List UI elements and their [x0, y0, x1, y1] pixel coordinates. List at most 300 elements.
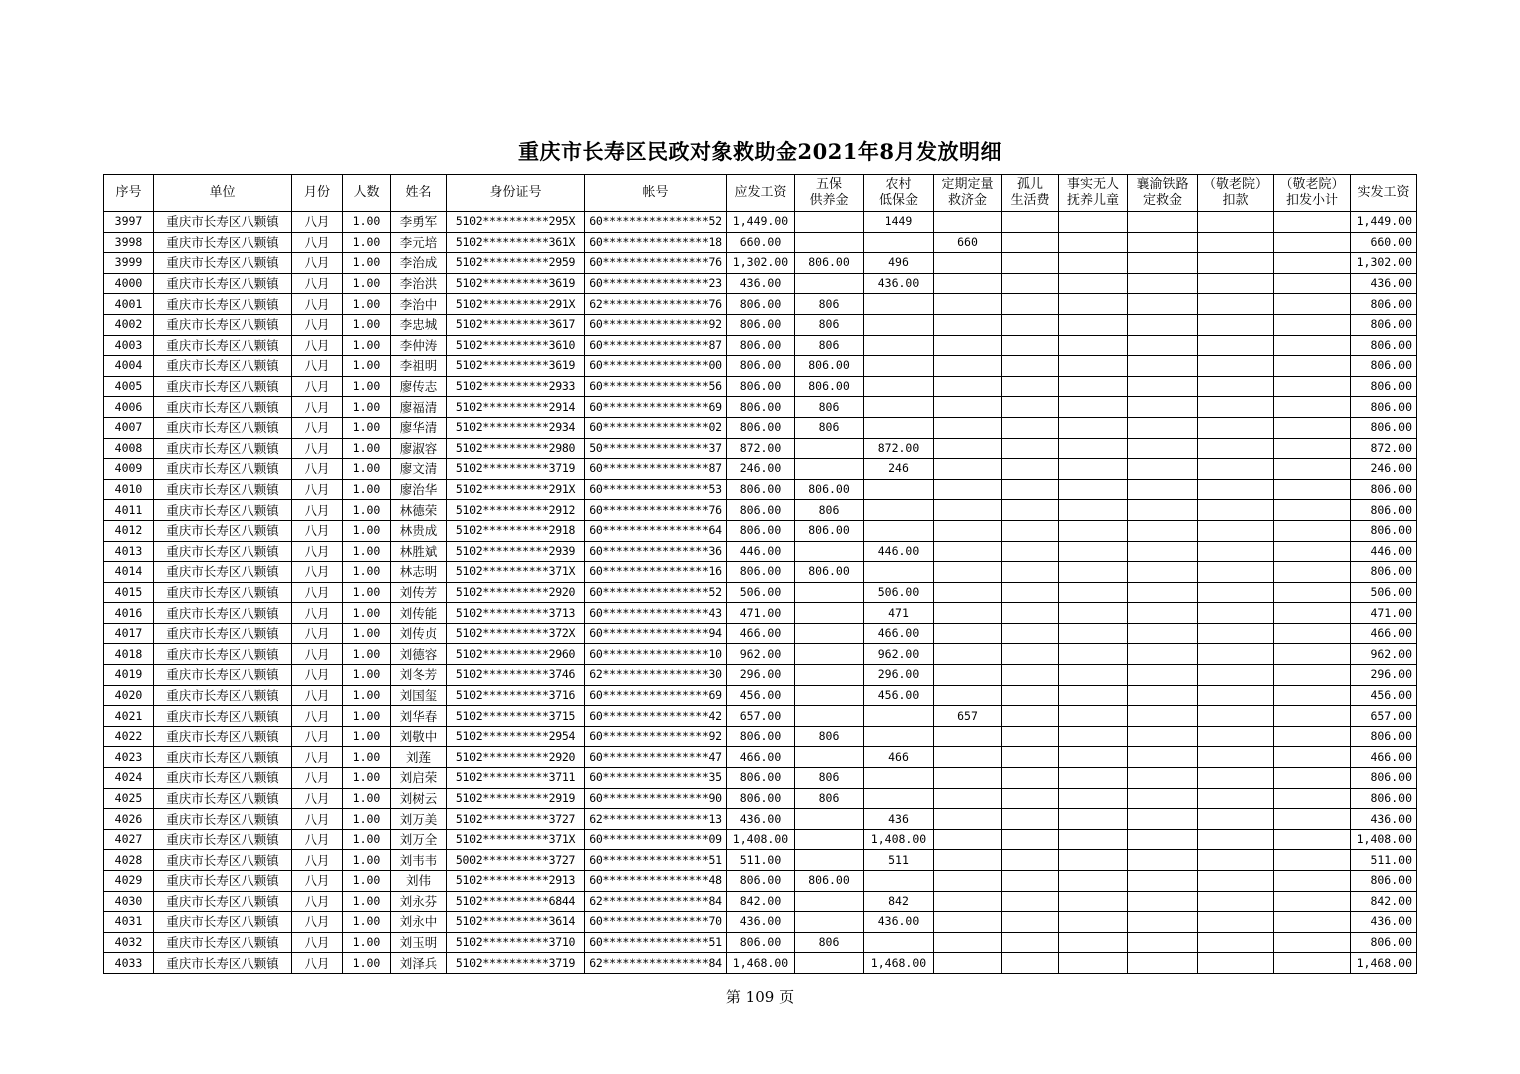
cell-orphan: [1002, 871, 1059, 892]
cell-persons: 1.00: [343, 397, 391, 418]
cell-dingqi: [934, 685, 1002, 706]
table-row: [104, 788, 1417, 809]
cell-name: 林胜斌: [391, 541, 447, 562]
cell-persons: 1.00: [343, 232, 391, 253]
cell-id-number: 5102**********371X: [447, 562, 585, 583]
cell-nursing-home-subtotal: [1274, 850, 1351, 871]
cell-unit: 重庆市长寿区八颗镇: [154, 829, 292, 850]
cell-account: 60****************76: [585, 500, 727, 521]
cell-account: 60****************10: [585, 644, 727, 665]
cell-orphan: [1002, 562, 1059, 583]
header-wubao: [795, 175, 864, 212]
cell-dibao: 872.00: [864, 438, 934, 459]
cell-dibao: [864, 871, 934, 892]
cell-id-number: 5102**********3619: [447, 356, 585, 377]
cell-unit: 重庆市长寿区八颗镇: [154, 788, 292, 809]
cell-nursing-home-subtotal: [1274, 232, 1351, 253]
cell-nursing-home-subtotal: [1274, 809, 1351, 830]
cell-unit: 重庆市长寿区八颗镇: [154, 768, 292, 789]
cell-unsupported-children: [1059, 953, 1128, 974]
table-row: [104, 417, 1417, 438]
table-row: [104, 253, 1417, 274]
cell-dibao: 466.00: [864, 623, 934, 644]
table-row: [104, 665, 1417, 686]
cell-railway-relief: [1128, 685, 1198, 706]
cell-nursing-home-subtotal: [1274, 438, 1351, 459]
cell-wubao: [795, 747, 864, 768]
header-nursing-home-deduction-line1: （敬老院）: [1202, 177, 1268, 192]
cell-seq: 4016: [104, 603, 154, 624]
cell-persons: 1.00: [343, 603, 391, 624]
cell-railway-relief: [1128, 788, 1198, 809]
cell-seq: 4008: [104, 438, 154, 459]
cell-payable: 806.00: [727, 376, 795, 397]
cell-dibao: [864, 768, 934, 789]
cell-wubao: [795, 891, 864, 912]
cell-nursing-home-subtotal: [1274, 356, 1351, 377]
cell-payable: 872.00: [727, 438, 795, 459]
cell-persons: 1.00: [343, 768, 391, 789]
cell-dibao: 436.00: [864, 912, 934, 933]
cell-unsupported-children: [1059, 603, 1128, 624]
table-row: [104, 541, 1417, 562]
cell-name: 刘国玺: [391, 685, 447, 706]
cell-actual: 436.00: [1351, 809, 1417, 830]
cell-railway-relief: [1128, 314, 1198, 335]
cell-seq: 4026: [104, 809, 154, 830]
cell-account: 60****************23: [585, 273, 727, 294]
cell-id-number: 5102**********3619: [447, 273, 585, 294]
cell-nursing-home-deduction: [1198, 685, 1274, 706]
cell-railway-relief: [1128, 397, 1198, 418]
cell-dibao: [864, 500, 934, 521]
cell-nursing-home-deduction: [1198, 747, 1274, 768]
cell-nursing-home-deduction: [1198, 912, 1274, 933]
cell-dibao: [864, 232, 934, 253]
cell-wubao: [795, 850, 864, 871]
header-nursing-home-subtotal-line2: 扣发小计: [1285, 193, 1338, 208]
cell-railway-relief: [1128, 891, 1198, 912]
cell-orphan: [1002, 376, 1059, 397]
cell-payable: 246.00: [727, 459, 795, 480]
cell-payable: 1,468.00: [727, 953, 795, 974]
cell-nursing-home-deduction: [1198, 397, 1274, 418]
cell-wubao: 806.00: [795, 356, 864, 377]
cell-actual: 506.00: [1351, 582, 1417, 603]
cell-unit: 重庆市长寿区八颗镇: [154, 685, 292, 706]
cell-wubao: 806.00: [795, 520, 864, 541]
cell-seq: 4012: [104, 520, 154, 541]
cell-dibao: 466: [864, 747, 934, 768]
cell-persons: 1.00: [343, 850, 391, 871]
cell-name: 李治中: [391, 294, 447, 315]
cell-dingqi: [934, 314, 1002, 335]
cell-name: 李治洪: [391, 273, 447, 294]
cell-railway-relief: [1128, 871, 1198, 892]
cell-nursing-home-subtotal: [1274, 376, 1351, 397]
cell-railway-relief: [1128, 212, 1198, 233]
cell-nursing-home-deduction: [1198, 438, 1274, 459]
cell-id-number: 5102**********3617: [447, 314, 585, 335]
cell-nursing-home-deduction: [1198, 932, 1274, 953]
cell-dingqi: [934, 788, 1002, 809]
cell-seq: 4022: [104, 726, 154, 747]
cell-dingqi: [934, 253, 1002, 274]
header-unit: 单位: [154, 175, 292, 212]
cell-nursing-home-deduction: [1198, 788, 1274, 809]
cell-month: 八月: [292, 253, 343, 274]
cell-id-number: 5102**********6844: [447, 891, 585, 912]
cell-payable: 806.00: [727, 871, 795, 892]
cell-nursing-home-subtotal: [1274, 562, 1351, 583]
cell-wubao: [795, 438, 864, 459]
cell-nursing-home-deduction: [1198, 665, 1274, 686]
cell-wubao: 806: [795, 335, 864, 356]
page-number: 第 109 页: [725, 988, 795, 1006]
cell-month: 八月: [292, 603, 343, 624]
cell-persons: 1.00: [343, 788, 391, 809]
header-seq: 序号: [104, 175, 154, 212]
cell-actual: 806.00: [1351, 335, 1417, 356]
cell-nursing-home-deduction: [1198, 273, 1274, 294]
cell-unsupported-children: [1059, 932, 1128, 953]
cell-persons: 1.00: [343, 294, 391, 315]
cell-account: 60****************94: [585, 623, 727, 644]
header-railway-relief: [1128, 175, 1198, 212]
cell-actual: 806.00: [1351, 356, 1417, 377]
cell-account: 60****************48: [585, 871, 727, 892]
cell-railway-relief: [1128, 335, 1198, 356]
cell-unsupported-children: [1059, 397, 1128, 418]
cell-seq: 4020: [104, 685, 154, 706]
cell-dingqi: [934, 891, 1002, 912]
cell-month: 八月: [292, 212, 343, 233]
cell-orphan: [1002, 541, 1059, 562]
cell-id-number: 5102**********3719: [447, 459, 585, 480]
cell-account: 60****************53: [585, 479, 727, 500]
table-row: [104, 768, 1417, 789]
cell-month: 八月: [292, 726, 343, 747]
cell-unsupported-children: [1059, 314, 1128, 335]
cell-payable: 1,408.00: [727, 829, 795, 850]
cell-seq: 4002: [104, 314, 154, 335]
cell-account: 60****************36: [585, 541, 727, 562]
cell-persons: 1.00: [343, 912, 391, 933]
cell-unsupported-children: [1059, 212, 1128, 233]
cell-orphan: [1002, 912, 1059, 933]
cell-name: 刘树云: [391, 788, 447, 809]
cell-account: 60****************64: [585, 520, 727, 541]
cell-payable: 806.00: [727, 294, 795, 315]
cell-orphan: [1002, 685, 1059, 706]
cell-persons: 1.00: [343, 335, 391, 356]
cell-wubao: [795, 809, 864, 830]
cell-unit: 重庆市长寿区八颗镇: [154, 809, 292, 830]
table-row: [104, 294, 1417, 315]
cell-nursing-home-subtotal: [1274, 747, 1351, 768]
cell-seq: 4010: [104, 479, 154, 500]
cell-name: 刘泽兵: [391, 953, 447, 974]
cell-id-number: 5102**********2920: [447, 747, 585, 768]
cell-orphan: [1002, 829, 1059, 850]
cell-railway-relief: [1128, 953, 1198, 974]
cell-actual: 806.00: [1351, 768, 1417, 789]
cell-seq: 3998: [104, 232, 154, 253]
cell-dingqi: [934, 520, 1002, 541]
cell-railway-relief: [1128, 520, 1198, 541]
cell-persons: 1.00: [343, 665, 391, 686]
cell-persons: 1.00: [343, 500, 391, 521]
table-row: [104, 809, 1417, 830]
cell-wubao: 806: [795, 294, 864, 315]
cell-railway-relief: [1128, 562, 1198, 583]
cell-seq: 4032: [104, 932, 154, 953]
table-row: [104, 829, 1417, 850]
header-nursing-home-deduction: [1198, 175, 1274, 212]
cell-persons: 1.00: [343, 623, 391, 644]
header-unsupported-children-line2: 抚养儿童: [1066, 193, 1119, 208]
cell-payable: 436.00: [727, 809, 795, 830]
cell-dingqi: [934, 582, 1002, 603]
cell-nursing-home-subtotal: [1274, 335, 1351, 356]
header-persons: 人数: [343, 175, 391, 212]
cell-month: 八月: [292, 314, 343, 335]
cell-id-number: 5102**********3610: [447, 335, 585, 356]
cell-id-number: 5102**********372X: [447, 623, 585, 644]
cell-seq: 4000: [104, 273, 154, 294]
cell-payable: 806.00: [727, 500, 795, 521]
cell-dingqi: [934, 335, 1002, 356]
table-body: [104, 212, 1417, 974]
cell-account: 60****************56: [585, 376, 727, 397]
cell-seq: 4018: [104, 644, 154, 665]
cell-actual: 466.00: [1351, 747, 1417, 768]
cell-wubao: [795, 212, 864, 233]
cell-unsupported-children: [1059, 273, 1128, 294]
table-row: [104, 685, 1417, 706]
cell-dingqi: [934, 479, 1002, 500]
cell-dingqi: [934, 850, 1002, 871]
cell-wubao: 806.00: [795, 871, 864, 892]
cell-month: 八月: [292, 479, 343, 500]
header-dibao: [864, 175, 934, 212]
table-row: [104, 273, 1417, 294]
cell-wubao: [795, 541, 864, 562]
cell-payable: 1,449.00: [727, 212, 795, 233]
cell-orphan: [1002, 603, 1059, 624]
cell-wubao: 806.00: [795, 562, 864, 583]
cell-name: 李元培: [391, 232, 447, 253]
cell-payable: 436.00: [727, 273, 795, 294]
cell-railway-relief: [1128, 273, 1198, 294]
cell-name: 刘敬中: [391, 726, 447, 747]
cell-id-number: 5102**********3614: [447, 912, 585, 933]
cell-dibao: 436.00: [864, 273, 934, 294]
cell-orphan: [1002, 726, 1059, 747]
cell-orphan: [1002, 500, 1059, 521]
cell-payable: 296.00: [727, 665, 795, 686]
cell-orphan: [1002, 356, 1059, 377]
cell-name: 廖华清: [391, 417, 447, 438]
cell-nursing-home-subtotal: [1274, 397, 1351, 418]
cell-seq: 4015: [104, 582, 154, 603]
table-row: [104, 232, 1417, 253]
header-dibao-line1: 农村: [885, 177, 912, 192]
cell-nursing-home-deduction: [1198, 520, 1274, 541]
cell-nursing-home-deduction: [1198, 644, 1274, 665]
cell-seq: 4028: [104, 850, 154, 871]
cell-dibao: [864, 335, 934, 356]
cell-unsupported-children: [1059, 438, 1128, 459]
cell-orphan: [1002, 335, 1059, 356]
cell-name: 李仲涛: [391, 335, 447, 356]
cell-id-number: 5102**********2920: [447, 582, 585, 603]
cell-nursing-home-deduction: [1198, 850, 1274, 871]
cell-orphan: [1002, 212, 1059, 233]
cell-payable: 806.00: [727, 335, 795, 356]
cell-wubao: 806: [795, 932, 864, 953]
table-row: [104, 376, 1417, 397]
cell-persons: 1.00: [343, 562, 391, 583]
table-row: [104, 582, 1417, 603]
cell-nursing-home-subtotal: [1274, 932, 1351, 953]
cell-account: 62****************84: [585, 891, 727, 912]
cell-seq: 4031: [104, 912, 154, 933]
cell-nursing-home-deduction: [1198, 706, 1274, 727]
cell-railway-relief: [1128, 829, 1198, 850]
cell-dingqi: [934, 562, 1002, 583]
header-actual: 实发工资: [1351, 175, 1417, 212]
cell-actual: 806.00: [1351, 562, 1417, 583]
cell-railway-relief: [1128, 623, 1198, 644]
cell-unit: 重庆市长寿区八颗镇: [154, 438, 292, 459]
cell-actual: 471.00: [1351, 603, 1417, 624]
cell-actual: 466.00: [1351, 623, 1417, 644]
cell-wubao: 806: [795, 314, 864, 335]
cell-unit: 重庆市长寿区八颗镇: [154, 953, 292, 974]
cell-actual: 872.00: [1351, 438, 1417, 459]
cell-account: 62****************13: [585, 809, 727, 830]
table-row: [104, 953, 1417, 974]
cell-unit: 重庆市长寿区八颗镇: [154, 850, 292, 871]
cell-seq: 4029: [104, 871, 154, 892]
cell-wubao: [795, 603, 864, 624]
cell-nursing-home-subtotal: [1274, 253, 1351, 274]
cell-seq: 4005: [104, 376, 154, 397]
cell-account: 60****************87: [585, 335, 727, 356]
table-row: [104, 397, 1417, 418]
cell-dingqi: [934, 459, 1002, 480]
cell-month: 八月: [292, 582, 343, 603]
cell-month: 八月: [292, 829, 343, 850]
cell-unit: 重庆市长寿区八颗镇: [154, 232, 292, 253]
cell-actual: 456.00: [1351, 685, 1417, 706]
cell-wubao: [795, 665, 864, 686]
cell-orphan: [1002, 850, 1059, 871]
cell-account: 60****************70: [585, 912, 727, 933]
cell-dingqi: [934, 294, 1002, 315]
cell-name: 廖淑容: [391, 438, 447, 459]
header-name: 姓名: [391, 175, 447, 212]
cell-orphan: [1002, 479, 1059, 500]
cell-id-number: 5102**********2954: [447, 726, 585, 747]
cell-actual: 436.00: [1351, 273, 1417, 294]
cell-nursing-home-deduction: [1198, 768, 1274, 789]
cell-dingqi: [934, 376, 1002, 397]
cell-orphan: [1002, 273, 1059, 294]
cell-nursing-home-deduction: [1198, 459, 1274, 480]
cell-id-number: 5102**********3719: [447, 953, 585, 974]
cell-railway-relief: [1128, 253, 1198, 274]
cell-id-number: 5102**********361X: [447, 232, 585, 253]
cell-seq: 4033: [104, 953, 154, 974]
cell-month: 八月: [292, 294, 343, 315]
cell-persons: 1.00: [343, 706, 391, 727]
cell-wubao: [795, 582, 864, 603]
cell-nursing-home-deduction: [1198, 500, 1274, 521]
cell-account: 62****************30: [585, 665, 727, 686]
table-row: [104, 932, 1417, 953]
cell-unsupported-children: [1059, 459, 1128, 480]
cell-id-number: 5102**********3727: [447, 809, 585, 830]
table-row: [104, 726, 1417, 747]
cell-unit: 重庆市长寿区八颗镇: [154, 562, 292, 583]
cell-unsupported-children: [1059, 726, 1128, 747]
cell-seq: 4024: [104, 768, 154, 789]
cell-dibao: 1449: [864, 212, 934, 233]
cell-name: 刘启荣: [391, 768, 447, 789]
cell-actual: 436.00: [1351, 912, 1417, 933]
cell-nursing-home-deduction: [1198, 212, 1274, 233]
table-row: [104, 623, 1417, 644]
relief-payment-table: [103, 174, 1417, 974]
cell-id-number: 5102**********2912: [447, 500, 585, 521]
cell-account: 60****************43: [585, 603, 727, 624]
cell-nursing-home-deduction: [1198, 314, 1274, 335]
cell-unit: 重庆市长寿区八颗镇: [154, 212, 292, 233]
cell-nursing-home-subtotal: [1274, 603, 1351, 624]
cell-month: 八月: [292, 747, 343, 768]
cell-account: 60****************92: [585, 314, 727, 335]
cell-name: 廖治华: [391, 479, 447, 500]
cell-month: 八月: [292, 706, 343, 727]
cell-persons: 1.00: [343, 685, 391, 706]
cell-payable: 436.00: [727, 912, 795, 933]
cell-unit: 重庆市长寿区八颗镇: [154, 665, 292, 686]
cell-orphan: [1002, 314, 1059, 335]
cell-unsupported-children: [1059, 500, 1128, 521]
cell-nursing-home-deduction: [1198, 541, 1274, 562]
cell-payable: 962.00: [727, 644, 795, 665]
cell-payable: 660.00: [727, 232, 795, 253]
cell-orphan: [1002, 582, 1059, 603]
cell-wubao: 806.00: [795, 479, 864, 500]
cell-seq: 4014: [104, 562, 154, 583]
table-row: [104, 850, 1417, 871]
cell-wubao: [795, 644, 864, 665]
cell-actual: 511.00: [1351, 850, 1417, 871]
cell-seq: 4027: [104, 829, 154, 850]
cell-seq: 4013: [104, 541, 154, 562]
cell-dibao: [864, 562, 934, 583]
table-row: [104, 335, 1417, 356]
cell-actual: 806.00: [1351, 726, 1417, 747]
cell-unit: 重庆市长寿区八颗镇: [154, 335, 292, 356]
cell-nursing-home-subtotal: [1274, 644, 1351, 665]
cell-name: 林贵成: [391, 520, 447, 541]
cell-dingqi: [934, 273, 1002, 294]
cell-seq: 4001: [104, 294, 154, 315]
